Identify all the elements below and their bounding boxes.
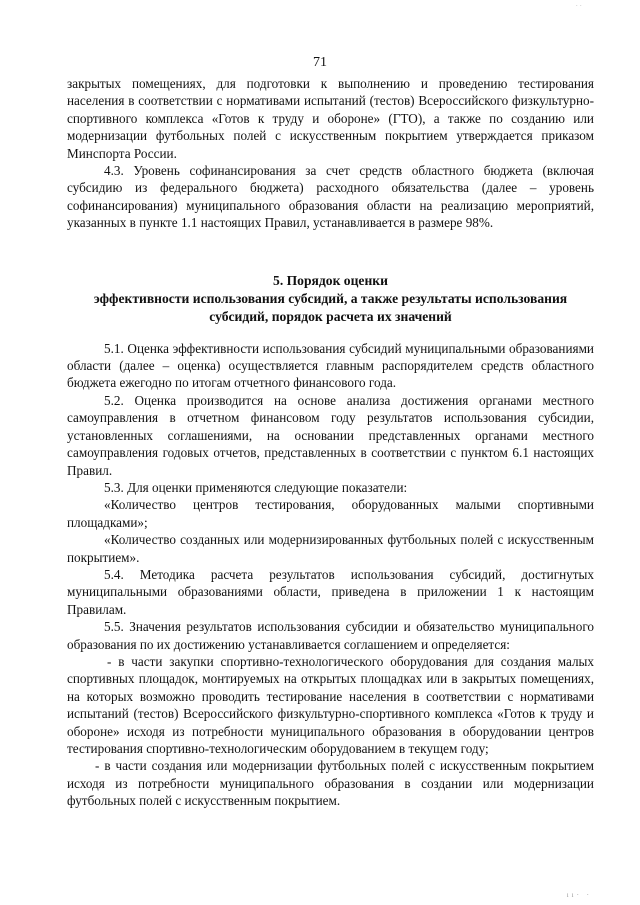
scan-mark-bottom: ıı· · — [566, 891, 592, 899]
section-heading-line-3: субсидий, порядок расчета их значений — [209, 308, 452, 324]
section-heading-line-2: эффективности использования субсидий, а также результаты использования — [93, 290, 568, 306]
paragraph-continuation: закрытых помещениях, для подготовки к выполнению и проведению тестирования населения в соответствии с нормативами испытаний (тестов) Всероссийского физкультурно-спортивного комплекса «Готов к труду и обороне» (ГТО), а также по созданию или модернизации футбольных полей с искусственным покрытием утверждается приказом Минспорта России. — [67, 76, 594, 161]
paragraph-5-4: 5.4. Методика расчета результатов использования субсидий, достигнутых муниципальными образованиями области, приведена в приложении 1 к настоящим Правилам. — [67, 566, 594, 617]
paragraph-5-5: 5.5. Значения результатов использования субсидии и обязательство муниципального образования по их достижению устанавливается соглашением и определяется: — [67, 619, 594, 652]
list-item-equipment: - в части закупки спортивно-технологического оборудования для создания малых спортивных площадок, монтируемых на открытых площадках или в закрытых помещениях, на которых возможно проводить тестирование населения в соответствии с нормативами испытаний (тестов) Всероссийского физкультурно-спортивного комплекса «Готов к труду и обороне» исходя из потребности муниципального образования в оборудовании центров тестирования спортивно-технологическим оборудованием в текущем году; — [67, 653, 594, 756]
paragraph-4-3: 4.3. Уровень софинансирования за счет средств областного бюджета (включая субсидию из федерального бюджета) расходного обязательства (далее – уровень софинансирования) муниципального образования области на реализацию мероприятий, указанных в пункте 1.1 настоящих Правил, устанавливается в размере 98%. — [67, 163, 594, 231]
section-heading-line-1: 5. Порядок оценки — [273, 272, 388, 288]
page-number: 71 — [313, 55, 327, 70]
paragraph-5-3: 5.3. Для оценки применяются следующие показатели: — [104, 479, 408, 495]
section-heading — [67, 272, 594, 326]
indicator-2: «Количество созданных или модернизированных футбольных полей с искусственным покрытием». — [67, 532, 594, 565]
list-item-football-fields: - в части создания или модернизации футбольных полей с искусственным покрытием исходя из потребности муниципального образования в создании или модернизации футбольных полей с искусственным покрытием. — [67, 758, 594, 809]
paragraph-5-2: 5.2. Оценка производится на основе анализа достижения органами местного самоуправления в отчетном финансовом году результатов использования субсидии, установленных соглашениями, на основании представленных органами местного самоуправления годовых отчетов, представленных в соответствии с пунктом 6.1 настоящих Правил. — [67, 392, 594, 478]
paragraph-5-1: 5.1. Оценка эффективности использования субсидий муниципальными образованиями области (далее – оценка) осуществляется главным распорядителем средств областного бюджета ежегодно по итогам отчетного финансового года. — [67, 340, 594, 391]
document-body — [67, 75, 594, 810]
indicator-1: «Количество центров тестирования, оборудованных малыми спортивными площадками»; — [67, 497, 594, 530]
scan-mark-top: · · — [575, 2, 582, 10]
